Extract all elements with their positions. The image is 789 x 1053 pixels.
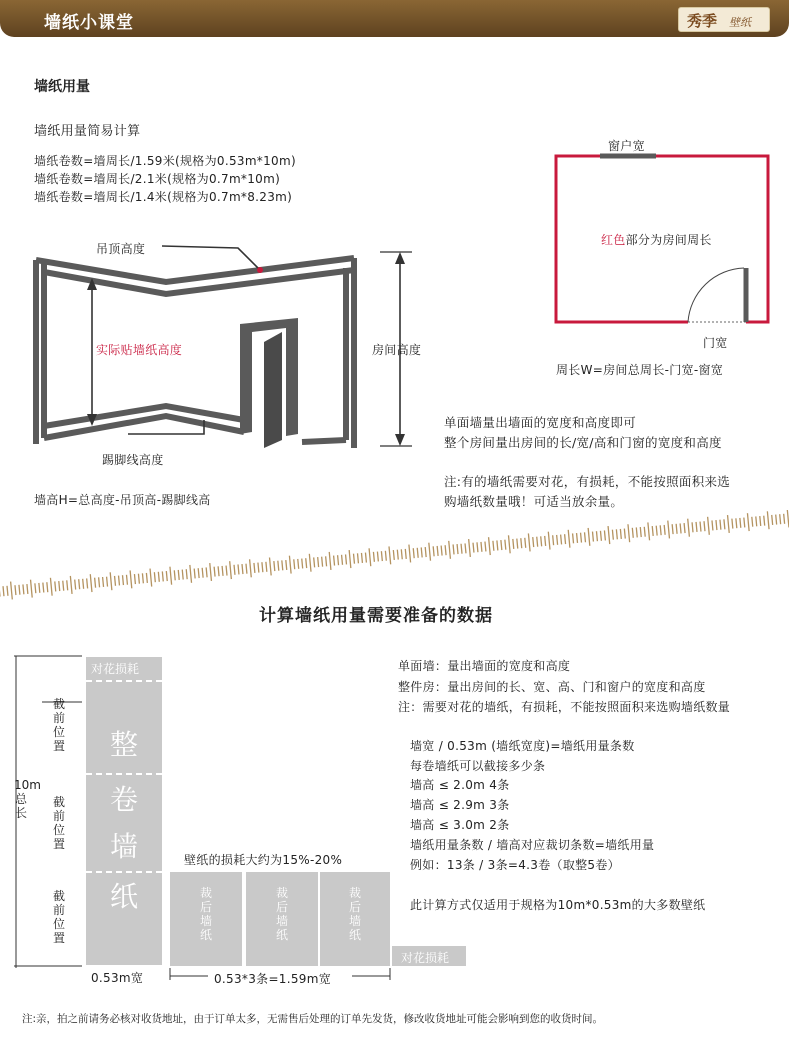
tape-tick <box>565 534 566 544</box>
tape-tick <box>780 514 781 524</box>
tape-tick <box>306 558 307 568</box>
strips-width-label: 0.53*3条=1.59m宽 <box>214 972 332 986</box>
tape-tick <box>373 552 374 562</box>
tape-tick <box>365 553 366 563</box>
cut-strip <box>320 872 390 966</box>
simple-calc-subtitle: 墙纸用量简易计算 <box>34 124 141 139</box>
tape-tick <box>294 559 295 569</box>
tape-tick <box>154 572 155 582</box>
tape-tick <box>222 566 223 576</box>
tape-tick <box>79 579 80 589</box>
cut-position-label-1: 截前位置 <box>52 697 65 753</box>
tape-tick <box>704 521 705 531</box>
tape-tick <box>302 559 303 569</box>
tape-tick <box>83 579 84 589</box>
strip-waste-block <box>392 946 466 966</box>
measuring-tape-divider <box>0 510 789 605</box>
room-diagram <box>28 228 428 458</box>
tape-tick <box>134 574 135 584</box>
tape-tick <box>405 549 406 559</box>
tape-tick <box>652 526 653 536</box>
tape-tick <box>146 573 147 583</box>
tape-tick <box>43 583 44 593</box>
tape-tick <box>541 536 542 546</box>
red-word: 红色 <box>601 233 626 247</box>
cut-line <box>86 680 162 682</box>
top-waste-label: 对花损耗 <box>91 662 140 676</box>
tape-tick <box>174 570 175 580</box>
tape-tick <box>286 560 287 570</box>
tape-tick <box>354 554 355 564</box>
strip-waste-label: 对花损耗 <box>401 951 450 965</box>
tape-tick <box>720 520 721 530</box>
tape-tick <box>262 562 263 572</box>
loss-rate-text: 壁纸的损耗大约为15%-20% <box>184 853 343 867</box>
tape-tick <box>724 519 725 529</box>
tape-tick <box>158 572 159 582</box>
tape-tick <box>67 580 68 590</box>
tape-tick <box>533 537 534 547</box>
tape-tick <box>274 561 275 571</box>
tape-tick <box>573 533 574 543</box>
calc-line-5: 墙高 ≤ 3.0m 2条 <box>410 818 510 832</box>
cut-strip-label: 裁后墙纸 <box>348 886 361 942</box>
header-title: 墙纸小课堂 <box>44 13 134 33</box>
tape-tick <box>226 566 227 576</box>
tape-tick <box>604 530 605 540</box>
calc-line-2: 每卷墙纸可以截接多少条 <box>410 759 546 773</box>
tape-tick <box>202 568 203 578</box>
tape-tick <box>63 581 64 591</box>
tape-tick <box>162 571 163 581</box>
tape-tick <box>561 535 562 545</box>
tape-tick <box>19 585 20 595</box>
tape-tick <box>35 583 36 593</box>
tape-tick <box>142 573 143 583</box>
tape-tick <box>166 571 167 581</box>
tape-tick <box>401 549 402 559</box>
tape-tick <box>772 515 773 525</box>
tape-tick <box>358 553 359 563</box>
tape-tick <box>465 543 466 553</box>
calc-line-6: 墙纸用量条数 / 墙高对应裁切条数=墙纸用量 <box>410 838 655 852</box>
tape-tick <box>238 564 239 574</box>
tape-tick <box>461 544 462 554</box>
calc-line-4: 墙高 ≤ 2.9m 3条 <box>410 798 510 812</box>
tape-tick <box>99 577 100 587</box>
tape-tick <box>672 524 673 534</box>
tape-tick <box>712 520 713 530</box>
tape-tick <box>361 553 362 563</box>
tape-tick <box>138 574 139 584</box>
applicable-note: 此计算方式仅适用于规格为10m*0.53m的大多数壁纸 <box>410 898 706 912</box>
tape-tick <box>732 519 733 529</box>
tape-tick <box>314 557 315 567</box>
tape-tick <box>517 539 518 549</box>
tape-tick <box>322 557 323 567</box>
tape-tick <box>764 516 765 526</box>
tape-tick <box>381 551 382 561</box>
formula-line-2: 墙纸卷数=墙周长/2.1米(规格为0.7m*10m) <box>34 172 281 186</box>
tape-tick <box>95 578 96 588</box>
perimeter-caption-rest: 部分为房间周长 <box>625 233 712 247</box>
cut-line <box>86 871 162 873</box>
tape-tick <box>298 559 299 569</box>
formula-line-3: 墙纸卷数=墙周长/1.4米(规格为0.7m*8.23m) <box>34 190 293 204</box>
tape-tick <box>206 567 207 577</box>
note-line-4: 购墙纸数量哦！可适当放余量。 <box>444 494 624 509</box>
tape-tick <box>254 563 255 573</box>
baseboard-height-label: 踢脚线高度 <box>102 453 164 467</box>
tape-tick <box>282 560 283 570</box>
tape-tick <box>493 541 494 551</box>
tape-tick <box>441 546 442 556</box>
tape-tick <box>107 577 108 587</box>
tape-tick <box>453 544 454 554</box>
tape-tick <box>656 526 657 536</box>
tape-tick <box>3 586 4 596</box>
window-width-label: 窗户宽 <box>608 139 645 153</box>
tape-tick <box>182 570 183 580</box>
tape-tick <box>592 532 593 542</box>
room-height-label: 房间高度 <box>372 343 422 357</box>
tape-tick <box>393 550 394 560</box>
tape-tick <box>214 567 215 577</box>
tape-tick <box>752 517 753 527</box>
total-length-label: 10m总长 <box>14 778 41 820</box>
calc-line-3: 墙高 ≤ 2.0m 4条 <box>410 778 510 792</box>
tape-tick <box>346 554 347 564</box>
tape-tick <box>521 538 522 548</box>
tape-tick <box>433 546 434 556</box>
info-single-wall: 单面墙：量出墙面的宽度和高度 <box>398 659 571 673</box>
tape-tick <box>505 540 506 550</box>
footer-note: 注:亲，拍之前请务必核对收货地址，由于订单太多，无需售后处理的订单先发货，修改收货地址可能会影响到您的收货时间。 <box>22 1013 604 1025</box>
tape-tick <box>47 582 48 592</box>
tape-tick <box>644 527 645 537</box>
tape-tick <box>7 586 8 596</box>
tape-tick <box>756 516 757 526</box>
tape-tick <box>258 563 259 573</box>
tape-tick <box>115 576 116 586</box>
tape-tick <box>23 584 24 594</box>
perimeter-caption <box>601 231 712 248</box>
tape-tick <box>338 555 339 565</box>
tape-tick <box>413 548 414 558</box>
tape-tick <box>513 539 514 549</box>
tape-tick <box>59 581 60 591</box>
tape-tick <box>696 522 697 532</box>
tape-tick <box>55 581 56 591</box>
tape-tick <box>119 576 120 586</box>
tape-tick <box>318 557 319 567</box>
cut-position-label-2: 截前位置 <box>52 795 65 851</box>
tape-tick <box>553 535 554 545</box>
tape-tick <box>437 546 438 556</box>
tape-tick <box>525 538 526 548</box>
tape-tick <box>600 531 601 541</box>
tape-tick <box>784 514 785 524</box>
cut-strip-label: 裁后墙纸 <box>199 886 212 942</box>
tape-tick <box>194 569 195 579</box>
tape-tick <box>242 564 243 574</box>
tape-tick <box>123 575 124 585</box>
tape-tick <box>397 550 398 560</box>
note-line-1: 单面墙量出墙面的宽度和高度即可 <box>444 415 637 430</box>
tape-tick <box>326 556 327 566</box>
tape-tick <box>75 580 76 590</box>
tape-tick <box>246 564 247 574</box>
note-line-2: 整个房间量出房间的长/宽/高和门窗的宽度和高度 <box>444 435 722 450</box>
tape-tick <box>660 525 661 535</box>
section-title-usage: 墙纸用量 <box>34 79 90 95</box>
tape-tick <box>557 535 558 545</box>
tape-tick <box>457 544 458 554</box>
tape-tick <box>545 536 546 546</box>
tape-tick <box>485 542 486 552</box>
tape-tick <box>612 530 613 540</box>
roll-char-1: 整 <box>110 728 139 761</box>
tape-tick <box>425 547 426 557</box>
actual-height-label: 实际贴墙纸高度 <box>96 343 183 357</box>
roll-char-2: 卷 <box>110 783 139 816</box>
wall-height-formula: 墙高H=总高度-吊顶高-踢脚线高 <box>34 493 211 507</box>
tape-tick <box>537 537 538 547</box>
tape-tick <box>577 533 578 543</box>
cut-strip-label: 裁后墙纸 <box>275 886 288 942</box>
tape-tick <box>421 547 422 557</box>
tape-tick <box>776 515 777 525</box>
tape-tick <box>664 525 665 535</box>
cut-strip <box>246 872 318 966</box>
tape-tick <box>716 520 717 530</box>
tape-tick <box>417 548 418 558</box>
tape-tick <box>15 585 16 595</box>
tape-tick <box>581 533 582 543</box>
tape-tick <box>744 518 745 528</box>
perimeter-formula: 周长W=房间总周长-门宽-窗宽 <box>556 363 724 377</box>
tape-tick <box>680 523 681 533</box>
formula-line-1: 墙纸卷数=墙周长/1.59米(规格为0.53m*10m) <box>34 154 296 168</box>
tape-tick <box>477 542 478 552</box>
tape-tick <box>39 583 40 593</box>
roll-width-label: 0.53m宽 <box>91 971 144 985</box>
roll-char-4: 纸 <box>110 880 139 913</box>
section-title-prep-data: 计算墙纸用量需要准备的数据 <box>259 606 493 626</box>
tape-tick <box>700 522 701 532</box>
tape-tick <box>385 551 386 561</box>
info-pattern-note: 注：需要对花的墙纸，有损耗，不能按照面积来选购墙纸数量 <box>398 700 731 714</box>
tape-tick <box>178 570 179 580</box>
tape-tick <box>198 568 199 578</box>
tape-tick <box>616 529 617 539</box>
tape-tick <box>632 528 633 538</box>
header-bar <box>0 0 789 37</box>
tape-tick <box>473 543 474 553</box>
tape-tick <box>334 556 335 566</box>
tape-tick <box>342 555 343 565</box>
tape-tick <box>585 532 586 542</box>
note-line-3: 注:有的墙纸需要对花，有损耗，不能按照面积来选 <box>444 474 731 489</box>
tape-tick <box>186 569 187 579</box>
tape-tick <box>624 529 625 539</box>
tape-tick <box>377 552 378 562</box>
info-whole-room: 整件房：量出房间的长、宽、高、门和窗户的宽度和高度 <box>398 680 706 694</box>
tape-tick <box>736 518 737 528</box>
tape-tick <box>103 577 104 587</box>
tape-tick <box>278 561 279 571</box>
tape-tick <box>481 542 482 552</box>
tape-tick <box>87 578 88 588</box>
ceiling-height-label: 吊顶高度 <box>96 242 146 256</box>
tape-tick <box>676 524 677 534</box>
tape-tick <box>27 584 28 594</box>
cut-position-label-3: 截前位置 <box>52 889 65 945</box>
tape-tick <box>692 522 693 532</box>
tape-tick <box>501 540 502 550</box>
calc-line-1: 墙宽 / 0.53m (墙纸宽度)=墙纸用量条数 <box>410 739 635 753</box>
tape-tick <box>760 516 761 526</box>
tape-tick <box>126 575 127 585</box>
tape-tick <box>636 527 637 537</box>
door-width-label: 门宽 <box>703 336 728 350</box>
tape-tick <box>234 565 235 575</box>
tape-tick <box>445 545 446 555</box>
logo-sub-text: 壁纸 <box>729 16 751 29</box>
tape-tick <box>266 562 267 572</box>
tape-tick <box>640 527 641 537</box>
tape-tick <box>620 529 621 539</box>
brand-logo <box>678 7 770 32</box>
roll-char-3: 墙 <box>110 830 139 863</box>
logo-main-text: 秀季 <box>687 12 718 30</box>
calc-line-7: 例如：13条 / 3条=4.3卷（取整5卷） <box>410 858 620 872</box>
tape-tick <box>596 531 597 541</box>
tape-tick <box>497 540 498 550</box>
tape-tick <box>218 566 219 576</box>
cut-strip <box>170 872 242 966</box>
cut-line <box>86 773 162 775</box>
tape-tick <box>684 523 685 533</box>
tape-tick <box>740 518 741 528</box>
